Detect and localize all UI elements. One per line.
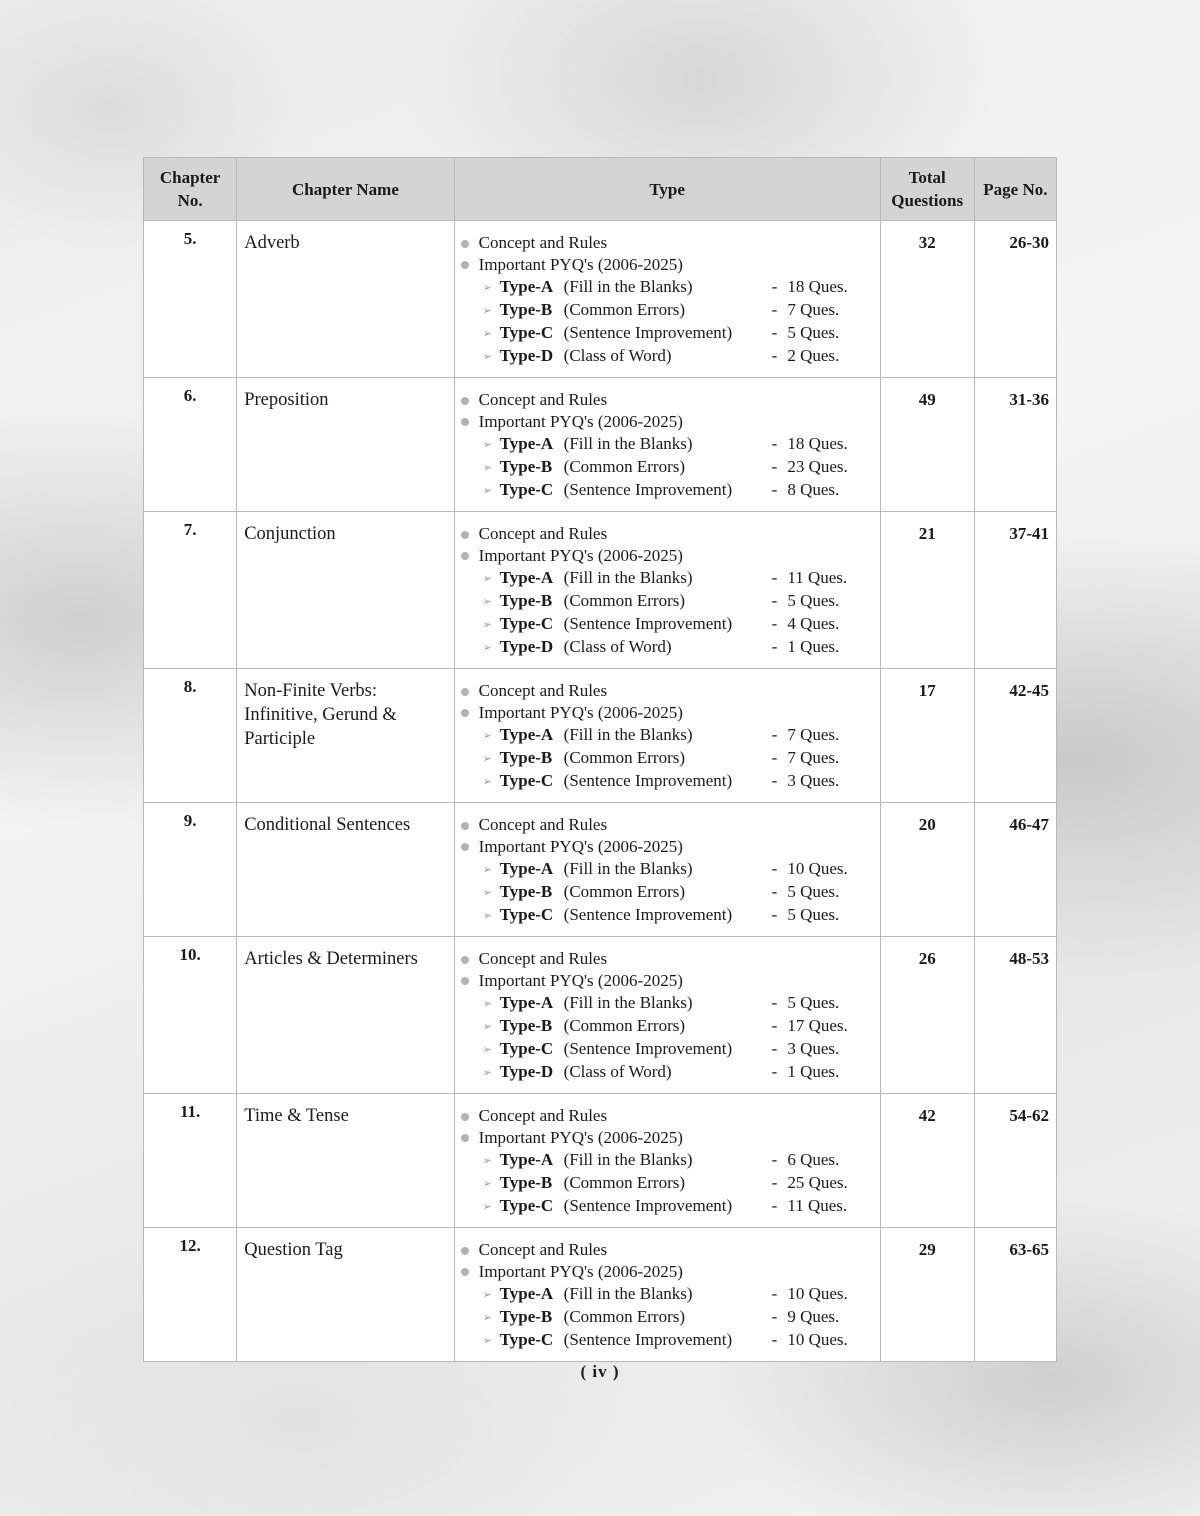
count-value: 7 Ques. xyxy=(787,748,840,767)
chapter-name: Question Tag xyxy=(237,1228,454,1362)
arrow-bullet-icon: ➢ xyxy=(482,1043,492,1056)
arrow-bullet-icon: ➢ xyxy=(482,729,492,742)
page-range: 31-36 xyxy=(974,378,1056,512)
circle-bullet-icon xyxy=(461,956,469,964)
arrow-bullet-icon: ➢ xyxy=(482,1066,492,1079)
question-type-description: (Common Errors) xyxy=(563,1016,686,1035)
question-type-label: Type-C xyxy=(499,771,554,790)
question-count xyxy=(772,298,840,321)
total-questions: 20 xyxy=(880,803,974,937)
count-value: 1 Ques. xyxy=(787,1062,840,1081)
count-value: 10 Ques. xyxy=(787,1330,848,1349)
chapter-name: Preposition xyxy=(237,378,454,512)
question-type-description: (Fill in the Blanks) xyxy=(563,725,693,744)
question-count xyxy=(772,991,840,1014)
question-type-description: (Sentence Improvement) xyxy=(563,1330,733,1349)
count-dash: - xyxy=(771,1039,778,1058)
important-pyqs-line xyxy=(461,1127,872,1149)
arrow-bullet-icon: ➢ xyxy=(482,909,492,922)
circle-bullet-icon xyxy=(461,977,469,985)
count-dash: - xyxy=(771,637,778,656)
question-type-label: Type-A xyxy=(499,859,554,878)
question-type-item xyxy=(461,1282,872,1305)
arrow-bullet-icon: ➢ xyxy=(482,461,492,474)
count-value: 25 Ques. xyxy=(787,1173,848,1192)
header-chapter-no: Chapter No. xyxy=(144,158,237,221)
chapter-type-cell xyxy=(454,803,880,937)
question-count xyxy=(772,612,840,635)
circle-bullet-icon xyxy=(461,552,469,560)
arrow-bullet-icon: ➢ xyxy=(482,618,492,631)
question-type-label: Type-B xyxy=(499,748,553,767)
question-count xyxy=(772,275,848,298)
question-type-item xyxy=(461,1171,872,1194)
arrow-bullet-icon: ➢ xyxy=(482,572,492,585)
question-count xyxy=(772,589,840,612)
circle-bullet-icon xyxy=(461,688,469,696)
question-count xyxy=(772,1148,840,1171)
table-row xyxy=(144,221,1057,378)
question-type-description: (Fill in the Blanks) xyxy=(563,993,693,1012)
circle-bullet-icon xyxy=(461,709,469,717)
question-type-label: Type-D xyxy=(499,1062,554,1081)
question-type-description: (Sentence Improvement) xyxy=(563,905,733,924)
question-type-item xyxy=(461,1148,872,1171)
question-type-label: Type-C xyxy=(499,480,554,499)
count-value: 5 Ques. xyxy=(787,882,840,901)
table-row xyxy=(144,1094,1057,1228)
question-type-description: (Sentence Improvement) xyxy=(563,1039,733,1058)
count-dash: - xyxy=(771,748,778,767)
question-type-item xyxy=(461,723,872,746)
arrow-bullet-icon: ➢ xyxy=(482,886,492,899)
concept-and-rules-line xyxy=(461,1239,872,1261)
important-pyqs-text: Important PYQ's (2006-2025) xyxy=(478,1261,683,1281)
concept-and-rules-text: Concept and Rules xyxy=(478,233,608,252)
question-type-item xyxy=(461,298,872,321)
concept-and-rules-text: Concept and Rules xyxy=(478,524,608,543)
total-questions: 29 xyxy=(880,1228,974,1362)
question-type-description: (Fill in the Blanks) xyxy=(563,859,693,878)
question-type-label: Type-B xyxy=(499,300,553,319)
question-type-item xyxy=(461,344,872,367)
important-pyqs-line xyxy=(461,1261,872,1283)
question-type-item xyxy=(461,769,872,792)
total-questions: 42 xyxy=(880,1094,974,1228)
arrow-bullet-icon: ➢ xyxy=(482,1200,492,1213)
important-pyqs-text: Important PYQ's (2006-2025) xyxy=(478,836,683,856)
question-type-description: (Sentence Improvement) xyxy=(563,323,733,342)
table-row xyxy=(144,669,1057,803)
total-questions: 21 xyxy=(880,512,974,669)
count-value: 7 Ques. xyxy=(787,300,840,319)
arrow-bullet-icon: ➢ xyxy=(482,1020,492,1033)
chapter-number: 6. xyxy=(144,378,237,512)
arrow-bullet-icon: ➢ xyxy=(482,997,492,1010)
question-type-label: Type-C xyxy=(499,614,554,633)
count-value: 10 Ques. xyxy=(787,1284,848,1303)
count-value: 11 Ques. xyxy=(787,568,848,587)
concept-and-rules-line xyxy=(461,232,872,254)
question-type-label: Type-C xyxy=(499,905,554,924)
concept-and-rules-line xyxy=(461,680,872,702)
chapter-type-cell xyxy=(454,221,880,378)
question-type-item xyxy=(461,880,872,903)
count-value: 2 Ques. xyxy=(787,346,840,365)
question-type-description: (Common Errors) xyxy=(563,591,686,610)
important-pyqs-line xyxy=(461,836,872,858)
table-row xyxy=(144,1228,1057,1362)
table-body xyxy=(144,221,1057,1362)
question-type-item xyxy=(461,1014,872,1037)
chapter-type-cell xyxy=(454,669,880,803)
concept-and-rules-text: Concept and Rules xyxy=(478,681,608,700)
count-dash: - xyxy=(771,614,778,633)
page-range: 54-62 xyxy=(974,1094,1056,1228)
concept-and-rules-text: Concept and Rules xyxy=(478,1106,608,1125)
question-type-item xyxy=(461,903,872,926)
question-type-item xyxy=(461,432,872,455)
chapter-type-cell xyxy=(454,512,880,669)
chapter-number: 7. xyxy=(144,512,237,669)
concept-and-rules-line xyxy=(461,389,872,411)
concept-and-rules-line xyxy=(461,1105,872,1127)
question-type-description: (Common Errors) xyxy=(563,1307,686,1326)
count-dash: - xyxy=(771,1196,778,1215)
count-dash: - xyxy=(771,346,778,365)
circle-bullet-icon xyxy=(461,822,469,830)
chapter-number: 12. xyxy=(144,1228,237,1362)
concept-and-rules-text: Concept and Rules xyxy=(478,949,608,968)
total-questions: 26 xyxy=(880,937,974,1094)
count-dash: - xyxy=(771,1062,778,1081)
question-type-label: Type-A xyxy=(499,434,554,453)
count-value: 23 Ques. xyxy=(787,457,848,476)
count-value: 3 Ques. xyxy=(787,1039,840,1058)
circle-bullet-icon xyxy=(461,1247,469,1255)
question-type-description: (Common Errors) xyxy=(563,882,686,901)
total-questions: 49 xyxy=(880,378,974,512)
count-dash: - xyxy=(771,1173,778,1192)
table-row xyxy=(144,378,1057,512)
question-type-label: Type-B xyxy=(499,591,553,610)
contents-table xyxy=(143,157,1057,1362)
important-pyqs-line xyxy=(461,970,872,992)
chapter-name: Conditional Sentences xyxy=(237,803,454,937)
question-type-description: (Sentence Improvement) xyxy=(563,480,733,499)
important-pyqs-text: Important PYQ's (2006-2025) xyxy=(478,545,683,565)
question-type-description: (Class of Word) xyxy=(563,346,672,365)
header-page-no: Page No. xyxy=(974,158,1056,221)
count-dash: - xyxy=(771,1330,778,1349)
count-dash: - xyxy=(771,480,778,499)
question-count xyxy=(772,1282,848,1305)
count-dash: - xyxy=(771,905,778,924)
count-dash: - xyxy=(771,725,778,744)
question-type-description: (Common Errors) xyxy=(563,1173,686,1192)
total-questions: 17 xyxy=(880,669,974,803)
count-value: 6 Ques. xyxy=(787,1150,840,1169)
count-dash: - xyxy=(771,457,778,476)
count-dash: - xyxy=(771,1016,778,1035)
question-type-item xyxy=(461,566,872,589)
arrow-bullet-icon: ➢ xyxy=(482,350,492,363)
arrow-bullet-icon: ➢ xyxy=(482,484,492,497)
header-type: Type xyxy=(454,158,880,221)
concept-and-rules-line xyxy=(461,814,872,836)
chapter-name: Time & Tense xyxy=(237,1094,454,1228)
page-range: 26-30 xyxy=(974,221,1056,378)
question-count xyxy=(772,635,840,658)
concept-and-rules-line xyxy=(461,948,872,970)
count-value: 11 Ques. xyxy=(787,1196,848,1215)
chapter-name: Conjunction xyxy=(237,512,454,669)
chapter-type-cell xyxy=(454,378,880,512)
chapter-type-cell xyxy=(454,937,880,1094)
question-type-description: (Common Errors) xyxy=(563,300,686,319)
count-value: 18 Ques. xyxy=(787,434,848,453)
arrow-bullet-icon: ➢ xyxy=(482,752,492,765)
question-type-item xyxy=(461,1305,872,1328)
circle-bullet-icon xyxy=(461,240,469,248)
table-row xyxy=(144,937,1057,1094)
question-type-label: Type-A xyxy=(499,568,554,587)
question-count xyxy=(772,455,848,478)
concept-and-rules-text: Concept and Rules xyxy=(478,390,608,409)
question-count xyxy=(772,1037,840,1060)
count-dash: - xyxy=(771,859,778,878)
question-type-item xyxy=(461,991,872,1014)
count-value: 5 Ques. xyxy=(787,905,840,924)
question-type-item xyxy=(461,321,872,344)
page-number: ( iv ) xyxy=(580,1362,620,1381)
question-type-description: (Sentence Improvement) xyxy=(563,1196,733,1215)
count-value: 18 Ques. xyxy=(787,277,848,296)
count-value: 8 Ques. xyxy=(787,480,840,499)
question-type-description: (Fill in the Blanks) xyxy=(563,434,693,453)
arrow-bullet-icon: ➢ xyxy=(482,641,492,654)
question-count xyxy=(772,566,847,589)
question-count xyxy=(772,769,840,792)
arrow-bullet-icon: ➢ xyxy=(482,281,492,294)
question-type-label: Type-B xyxy=(499,1016,553,1035)
question-type-item xyxy=(461,1328,872,1351)
question-count xyxy=(772,478,840,501)
question-type-item xyxy=(461,1194,872,1217)
important-pyqs-text: Important PYQ's (2006-2025) xyxy=(478,970,683,990)
count-value: 5 Ques. xyxy=(787,591,840,610)
count-value: 10 Ques. xyxy=(787,859,848,878)
page-range: 37-41 xyxy=(974,512,1056,669)
arrow-bullet-icon: ➢ xyxy=(482,595,492,608)
arrow-bullet-icon: ➢ xyxy=(482,438,492,451)
question-type-item xyxy=(461,589,872,612)
chapter-name: Non-Finite Verbs: Infinitive, Gerund & Participle xyxy=(237,669,454,803)
question-type-item xyxy=(461,478,872,501)
page-range: 46-47 xyxy=(974,803,1056,937)
circle-bullet-icon xyxy=(461,1268,469,1276)
important-pyqs-line xyxy=(461,545,872,567)
chapter-name: Adverb xyxy=(237,221,454,378)
question-type-item xyxy=(461,455,872,478)
question-type-item xyxy=(461,857,872,880)
important-pyqs-text: Important PYQ's (2006-2025) xyxy=(478,411,683,431)
question-count xyxy=(772,1328,848,1351)
total-questions: 32 xyxy=(880,221,974,378)
important-pyqs-line xyxy=(461,702,872,724)
question-type-item xyxy=(461,635,872,658)
count-dash: - xyxy=(771,882,778,901)
arrow-bullet-icon: ➢ xyxy=(482,1288,492,1301)
question-type-description: (Fill in the Blanks) xyxy=(563,568,693,587)
concept-and-rules-text: Concept and Rules xyxy=(478,815,608,834)
question-type-label: Type-A xyxy=(499,1150,554,1169)
question-count xyxy=(772,1194,847,1217)
header-chapter-name: Chapter Name xyxy=(237,158,454,221)
chapter-type-cell xyxy=(454,1094,880,1228)
count-dash: - xyxy=(771,1307,778,1326)
arrow-bullet-icon: ➢ xyxy=(482,775,492,788)
count-dash: - xyxy=(771,568,778,587)
arrow-bullet-icon: ➢ xyxy=(482,1334,492,1347)
question-type-description: (Common Errors) xyxy=(563,748,686,767)
circle-bullet-icon xyxy=(461,397,469,405)
count-value: 1 Ques. xyxy=(787,637,840,656)
count-value: 5 Ques. xyxy=(787,993,840,1012)
question-type-description: (Common Errors) xyxy=(563,457,686,476)
question-type-item xyxy=(461,612,872,635)
question-type-item xyxy=(461,275,872,298)
question-type-label: Type-D xyxy=(499,346,554,365)
arrow-bullet-icon: ➢ xyxy=(482,863,492,876)
count-value: 7 Ques. xyxy=(787,725,840,744)
concept-and-rules-text: Concept and Rules xyxy=(478,1240,608,1259)
arrow-bullet-icon: ➢ xyxy=(482,327,492,340)
arrow-bullet-icon: ➢ xyxy=(482,304,492,317)
count-dash: - xyxy=(771,1284,778,1303)
question-type-label: Type-A xyxy=(499,725,554,744)
circle-bullet-icon xyxy=(461,1134,469,1142)
question-count xyxy=(772,903,840,926)
count-value: 17 Ques. xyxy=(787,1016,848,1035)
question-count xyxy=(772,857,848,880)
question-type-description: (Fill in the Blanks) xyxy=(563,1284,693,1303)
count-value: 4 Ques. xyxy=(787,614,840,633)
circle-bullet-icon xyxy=(461,418,469,426)
chapter-number: 8. xyxy=(144,669,237,803)
count-dash: - xyxy=(771,300,778,319)
question-type-label: Type-C xyxy=(499,1196,554,1215)
question-count xyxy=(772,880,840,903)
chapter-type-cell xyxy=(454,1228,880,1362)
question-type-label: Type-C xyxy=(499,1330,554,1349)
important-pyqs-line xyxy=(461,254,872,276)
important-pyqs-text: Important PYQ's (2006-2025) xyxy=(478,702,683,722)
count-value: 3 Ques. xyxy=(787,771,840,790)
header-total-questions: Total Questions xyxy=(880,158,974,221)
count-dash: - xyxy=(771,277,778,296)
question-count xyxy=(772,344,840,367)
page-range: 48-53 xyxy=(974,937,1056,1094)
important-pyqs-line xyxy=(461,411,872,433)
question-type-description: (Class of Word) xyxy=(563,1062,672,1081)
circle-bullet-icon xyxy=(461,531,469,539)
circle-bullet-icon xyxy=(461,261,469,269)
table-row xyxy=(144,803,1057,937)
chapter-number: 5. xyxy=(144,221,237,378)
page-range: 63-65 xyxy=(974,1228,1056,1362)
arrow-bullet-icon: ➢ xyxy=(482,1311,492,1324)
chapter-number: 11. xyxy=(144,1094,237,1228)
circle-bullet-icon xyxy=(461,1113,469,1121)
question-type-label: Type-A xyxy=(499,993,554,1012)
question-type-label: Type-B xyxy=(499,1307,553,1326)
question-count xyxy=(772,723,840,746)
question-type-label: Type-C xyxy=(499,1039,554,1058)
concept-and-rules-line xyxy=(461,523,872,545)
question-type-label: Type-A xyxy=(499,277,554,296)
count-dash: - xyxy=(771,591,778,610)
arrow-bullet-icon: ➢ xyxy=(482,1177,492,1190)
question-type-label: Type-B xyxy=(499,457,553,476)
count-value: 5 Ques. xyxy=(787,323,840,342)
count-dash: - xyxy=(771,323,778,342)
question-type-item xyxy=(461,1060,872,1083)
chapter-number: 9. xyxy=(144,803,237,937)
question-type-description: (Sentence Improvement) xyxy=(563,614,733,633)
count-value: 9 Ques. xyxy=(787,1307,840,1326)
circle-bullet-icon xyxy=(461,843,469,851)
question-count xyxy=(772,321,840,344)
count-dash: - xyxy=(771,993,778,1012)
arrow-bullet-icon: ➢ xyxy=(482,1154,492,1167)
question-type-label: Type-A xyxy=(499,1284,554,1303)
count-dash: - xyxy=(771,1150,778,1169)
question-type-item xyxy=(461,1037,872,1060)
count-dash: - xyxy=(771,434,778,453)
question-type-item xyxy=(461,746,872,769)
question-type-label: Type-B xyxy=(499,1173,553,1192)
question-type-description: (Fill in the Blanks) xyxy=(563,1150,693,1169)
important-pyqs-text: Important PYQ's (2006-2025) xyxy=(478,254,683,274)
chapter-name: Articles & Determiners xyxy=(237,937,454,1094)
question-count xyxy=(772,432,848,455)
question-type-label: Type-B xyxy=(499,882,553,901)
question-type-label: Type-D xyxy=(499,637,554,656)
question-count xyxy=(772,746,840,769)
question-count xyxy=(772,1171,848,1194)
table-row xyxy=(144,512,1057,669)
question-type-description: (Fill in the Blanks) xyxy=(563,277,693,296)
question-count xyxy=(772,1060,840,1083)
important-pyqs-text: Important PYQ's (2006-2025) xyxy=(478,1127,683,1147)
question-count xyxy=(772,1305,840,1328)
question-type-label: Type-C xyxy=(499,323,554,342)
question-type-description: (Sentence Improvement) xyxy=(563,771,733,790)
count-dash: - xyxy=(771,771,778,790)
page-range: 42-45 xyxy=(974,669,1056,803)
chapter-number: 10. xyxy=(144,937,237,1094)
header-row xyxy=(144,158,1057,221)
question-count xyxy=(772,1014,848,1037)
question-type-description: (Class of Word) xyxy=(563,637,672,656)
